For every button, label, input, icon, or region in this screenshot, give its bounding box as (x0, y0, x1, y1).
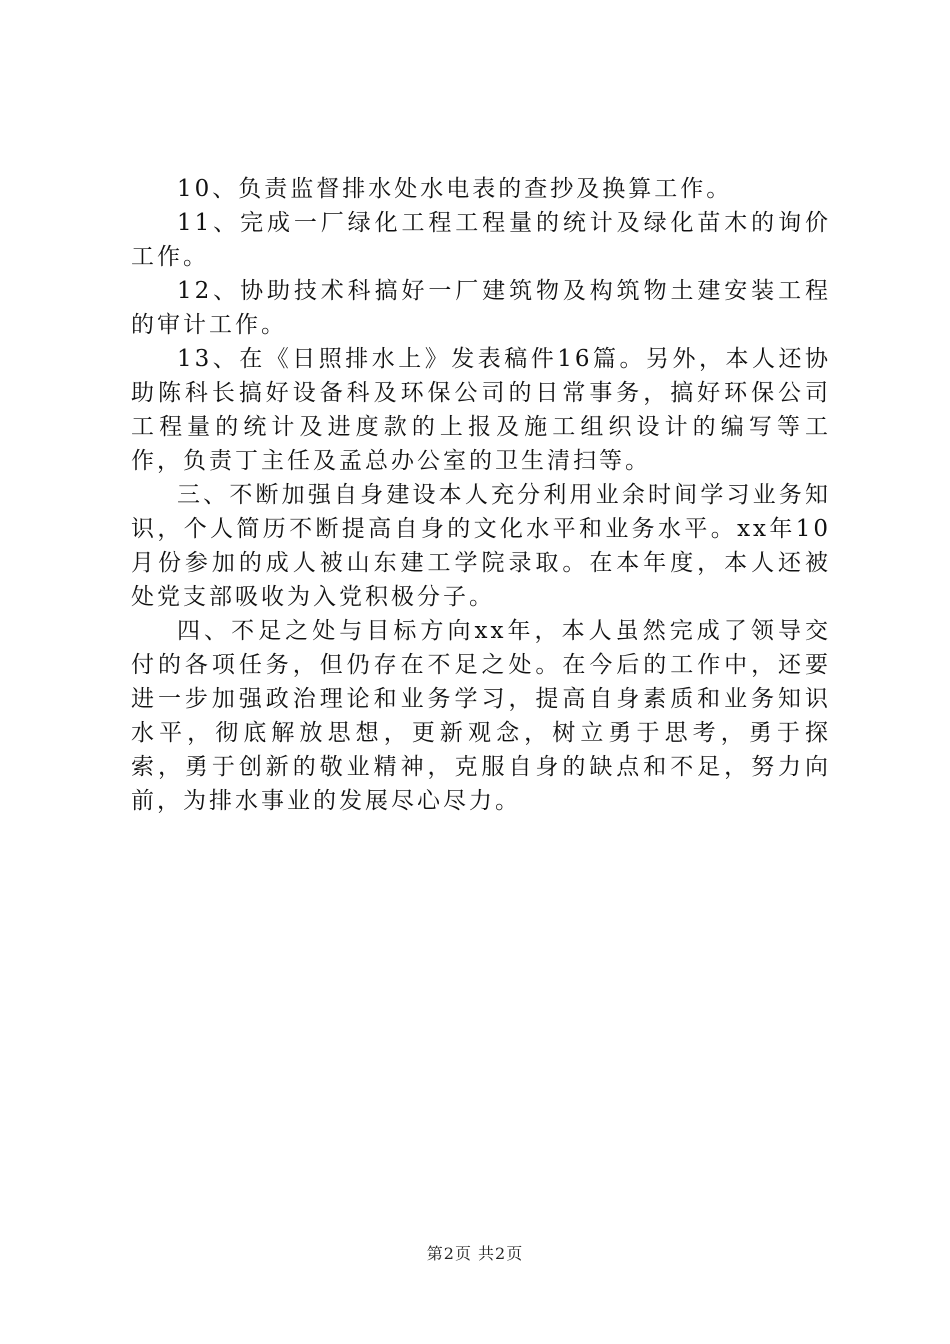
page-number-footer: 第2页 共2页 (426, 1244, 524, 1263)
paragraph-self-improvement: 三、不断加强自身建设本人充分利用业余时间学习业务知识，个人简历不断提高自身的文化水平和业务水平。xx年10月份参加的成人被山东建工学院录取。在本年度，本人还被处党支部吸收为入党积极分子。 (131, 482, 831, 610)
paragraph-shortcomings-goals: 四、不足之处与目标方向xx年，本人虽然完成了领导交付的各项任务，但仍存在不足之处。在今后的工作中，还要进一步加强政治理论和业务学习，提高自身素质和业务知识水平，彻底解放思想，更新观念，树立勇于思考，勇于探索，勇于创新的敬业精神，克服自身的缺点和不足，努力向前，为排水事业的发展尽心尽力。 (131, 618, 831, 814)
paragraph-item-13: 13、在《日照排水上》发表稿件16篇。另外，本人还协助陈科长搞好设备科及环保公司的日常事务，搞好环保公司工程量的统计及进度款的上报及施工组织设计的编写等工作，负责丁主任及孟总办公室的卫生清扫等。 (131, 346, 831, 474)
paragraph-item-10: 10、负责监督排水处水电表的查抄及换算工作。 (177, 176, 733, 202)
paragraph-item-11: 11、完成一厂绿化工程工程量的统计及绿化苗木的询价工作。 (131, 210, 831, 270)
paragraph-item-12: 12、协助技术科搞好一厂建筑物及构筑物土建安装工程的审计工作。 (131, 278, 831, 338)
document-body (131, 172, 831, 818)
